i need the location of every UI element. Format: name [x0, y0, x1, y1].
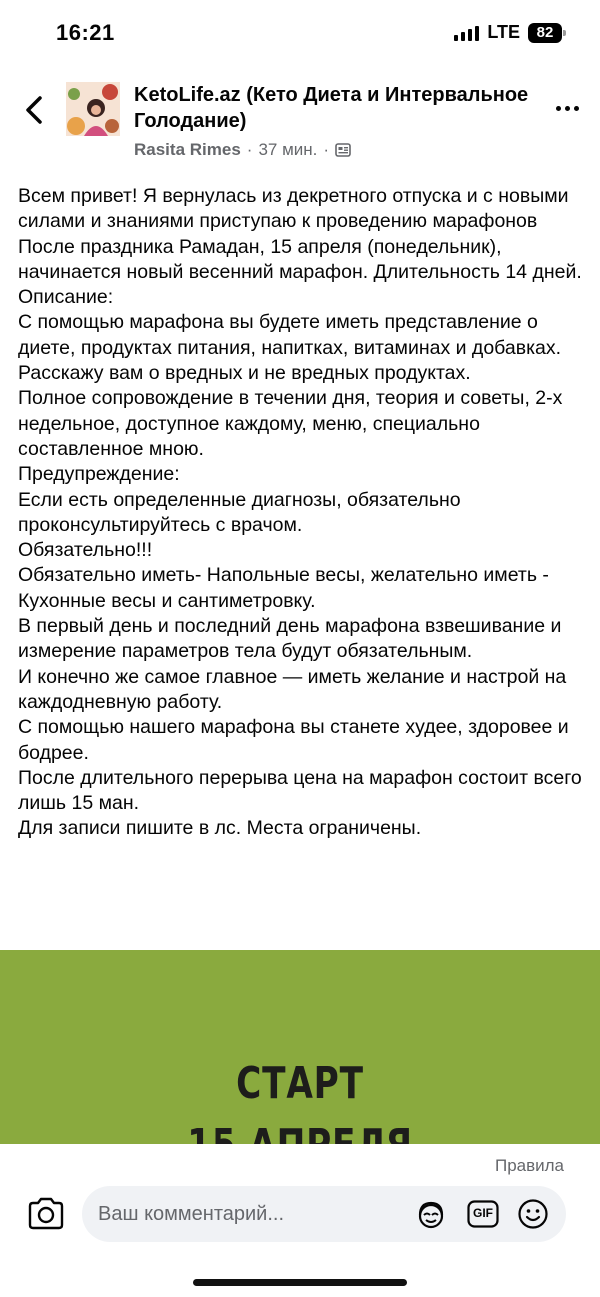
comment-placeholder: Ваш комментарий... [98, 1203, 285, 1225]
avatar-image [66, 82, 120, 136]
more-dot-icon [565, 106, 570, 111]
status-indicators [454, 22, 562, 43]
comment-input[interactable] [82, 1186, 566, 1242]
post-paragraph: Обязательно!!! [18, 539, 153, 562]
more-options-button[interactable] [552, 98, 582, 118]
chevron-left-icon [25, 96, 43, 124]
meta-separator: · [323, 140, 330, 159]
rules-link[interactable]: Правила [494, 1156, 564, 1175]
network-type: LTE [487, 22, 520, 42]
post-paragraph: Описание: [18, 286, 114, 309]
post-paragraph: Обязательно иметь- Напольные весы, желательно иметь - Кухонные весы и сантиметровку. [18, 564, 549, 612]
post-time[interactable]: 37 мин. [258, 140, 318, 159]
more-dot-icon [556, 106, 561, 111]
camera-icon [26, 1196, 66, 1232]
post-paragraph: И конечно же самое главное — иметь желание и настрой на каждодневную работу. [18, 665, 567, 713]
comment-area [0, 1144, 600, 1297]
post-paragraph: Для записи пишите в лс. Места ограничены. [18, 817, 422, 840]
status-bar [0, 0, 600, 70]
signal-icon [454, 25, 479, 41]
avatar-sticker-button[interactable] [414, 1198, 448, 1230]
group-avatar[interactable] [66, 82, 120, 136]
image-start-text: СТАРТ [236, 1058, 364, 1109]
author-name[interactable]: Rasita Rimes [134, 140, 241, 159]
post-paragraph: В первый день и последний день марафона взвешивание и измерение параметров тела будут обязательным. [18, 615, 562, 663]
group-name[interactable]: KetoLife.az (Кето Диета и Интервальное Голодание) [134, 84, 529, 132]
gif-button[interactable] [466, 1198, 500, 1230]
post-paragraph: Всем привет! Я вернулась из декретного отпуска и с новыми силами и знаниями приступаю к проведению марафонов [18, 185, 569, 233]
post-paragraph: Предупреждение: [18, 463, 180, 486]
post-paragraph: После длительного перерыва цена на марафон состоит всего лишь 15 ман. [18, 766, 582, 815]
camera-button[interactable] [26, 1196, 66, 1232]
home-indicator[interactable] [193, 1279, 407, 1286]
emoji-button[interactable] [516, 1198, 550, 1230]
more-dot-icon [574, 106, 579, 111]
post-image[interactable] [0, 950, 600, 1144]
gif-label: GIF [473, 1206, 493, 1220]
back-button[interactable] [18, 94, 50, 126]
post-text [18, 184, 590, 842]
post-paragraph: Если есть определенные диагнозы, обязательно проконсультируйтесь с врачом. [18, 488, 461, 536]
post-header [0, 72, 600, 168]
post-paragraph: С помощью марафона вы будете иметь представление о диете, продуктах питания, напитках, витаминах и добавках. Расскажу вам о вредных и не вредных продуктах. [18, 311, 562, 385]
battery-icon: 82 [528, 23, 562, 43]
post-paragraph: С помощью нашего марафона вы станете худее, здоровее и бодрее. [18, 716, 569, 764]
group-privacy-icon [335, 142, 351, 158]
avatar-sticker-icon [415, 1199, 447, 1229]
meta-separator: · [246, 140, 253, 159]
post-meta [134, 140, 351, 160]
post-paragraph: После праздника Рамадан, 15 апреля (понедельник), начинается новый весенний марафон. Длительность 14 дней. [18, 235, 582, 283]
status-time: 16:21 [56, 20, 115, 45]
emoji-icon [517, 1198, 549, 1230]
post-paragraph: Полное сопровождение в течении дня, теория и советы, 2-х недельное, доступное каждому, меню, специально составленное мною. [18, 387, 563, 460]
